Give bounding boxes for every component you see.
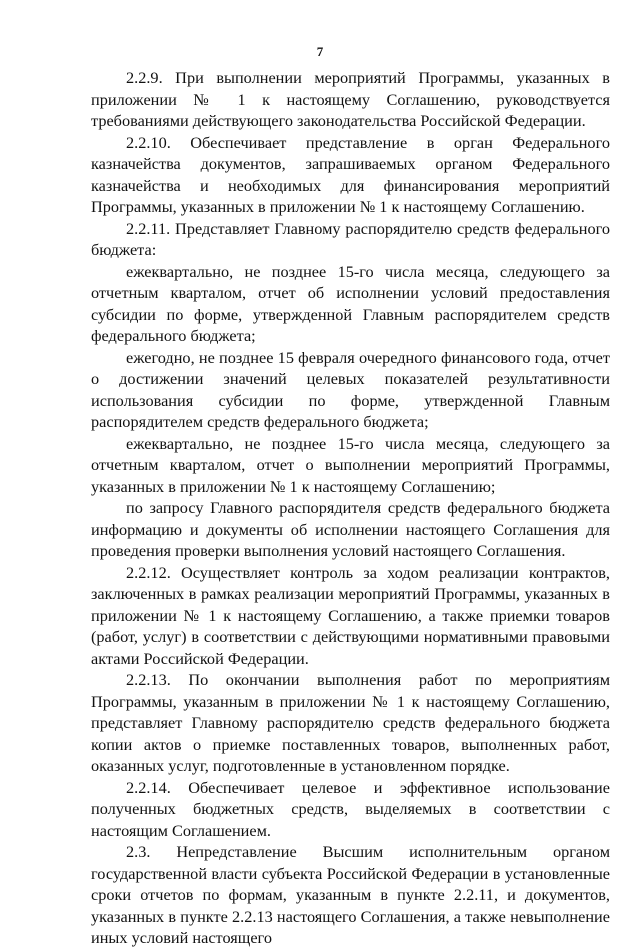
- page-number: 7: [316, 44, 324, 59]
- paragraph-2-2-11: 2.2.11. Представляет Главному распорядителю средств федерального бюджета:: [91, 218, 610, 259]
- paragraph-annual-indicators-report: ежегодно, не позднее 15 февраля очередного финансового года, отчет о достижении значений целевых показателей результативности использования субсидии по форме, утвержденной Главным распорядителем средств федерального бюджета;: [91, 347, 610, 431]
- paragraph-2-2-9: 2.2.9. При выполнении мероприятий Программы, указанных в приложении № 1 к настоящему Соглашению, руководствуется требованиями действующего законодательства Российской Федерации.: [91, 68, 610, 130]
- paragraph-2-2-13: 2.2.13. По окончании выполнения работ по мероприятиям Программы, указанным в приложении № 1 к настоящему Соглашению, представляет Главному распорядителю средств федерального бюджета копии актов о приемке поставленных товаров, выполненных работ, оказанных услуг, подготовленные в установленном порядке.: [91, 670, 610, 775]
- paragraph-on-request-information: по запросу Главного распорядителя средств федерального бюджета информацию и документы об исполнении настоящего Соглашения для проведения проверки выполнения условий настоящего Соглашения.: [91, 498, 610, 560]
- paragraph-quarterly-subsidy-report: ежеквартально, не позднее 15-го числа месяца, следующего за отчетным кварталом, отчет об исполнении условий предоставления субсидии по форме, утвержденной Главным распорядителем средств федерального бюджета;: [91, 261, 610, 345]
- paragraph-2-2-10: 2.2.10. Обеспечивает представление в орган Федерального казначейства документов, запрашиваемых органом Федерального казначейства и необходимых для финансирования мероприятий Программы, указанных в приложении № 1 к настоящему Соглашению.: [91, 132, 610, 216]
- document-body: [91, 67, 610, 949]
- paragraph-2-2-14: 2.2.14. Обеспечивает целевое и эффективное использование полученных бюджетных средств, выделяемых в соответствии с настоящим Соглашением.: [91, 777, 610, 840]
- paragraph-quarterly-program-report: ежеквартально, не позднее 15-го числа месяца, следующего за отчетным кварталом, отчет о выполнении мероприятий Программы, указанных в приложении № 1 к настоящему Соглашению;: [91, 433, 610, 496]
- paragraph-2-2-12: 2.2.12. Осуществляет контроль за ходом реализации контрактов, заключенных в рамках реализации мероприятий Программы, указанных в приложении № 1 к настоящему Соглашению, а также приемки товаров (работ, услуг) в соответствии с действующими нормативными правовыми актами Российской Федерации.: [91, 562, 610, 668]
- paragraph-2-3: 2.3. Непредставление Высшим исполнительным органом государственной власти субъекта Российской Федерации в установленные сроки отчетов по формам, указанным в пункте 2.2.11, и документов, указанных в пункте 2.2.13 настоящего Соглашения, а также невыполнение иных условий настоящего: [91, 842, 610, 947]
